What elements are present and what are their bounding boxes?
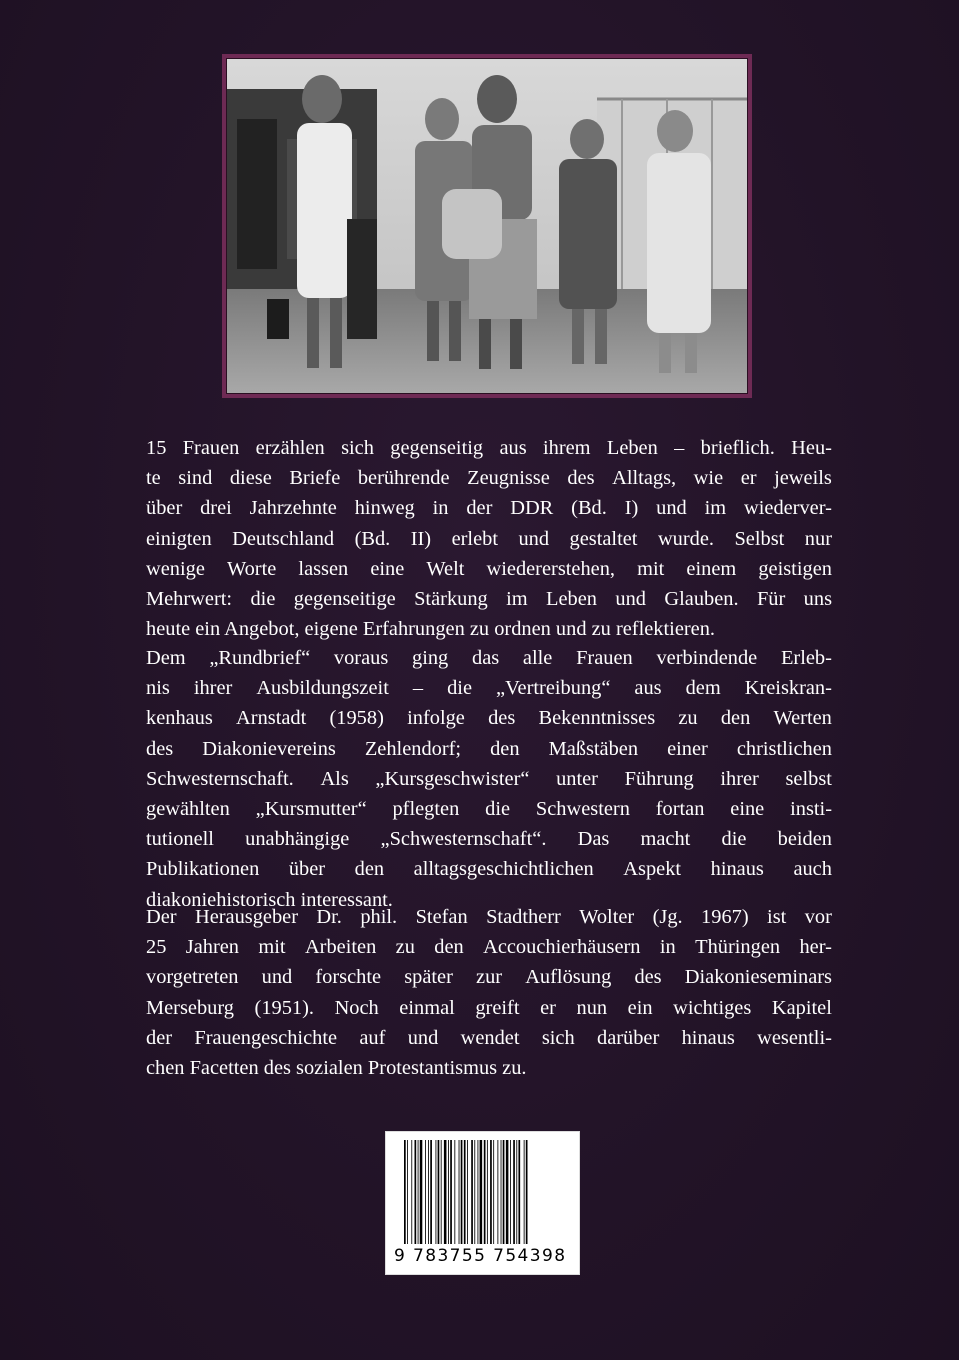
word: nur <box>804 527 832 550</box>
text-line: diakoniehistorisch interessant. <box>146 888 393 911</box>
word: her- <box>799 936 832 959</box>
word: er <box>740 467 757 490</box>
word: Erleb- <box>780 647 832 669</box>
text-line <box>146 584 832 614</box>
word: Dr. <box>316 906 342 928</box>
word: Stärkung <box>414 587 488 610</box>
barcode-bar <box>478 1140 479 1244</box>
word: hinweg <box>354 497 415 520</box>
text-line <box>146 433 832 463</box>
barcode-bar <box>428 1140 429 1244</box>
text-line <box>146 673 832 703</box>
word: den <box>490 737 520 760</box>
word: auch <box>793 858 832 881</box>
word: hinaus <box>681 1026 735 1049</box>
black-and-white-group-photo <box>227 59 747 393</box>
word: gegenseitige <box>293 587 396 610</box>
barcode-bar <box>524 1140 525 1244</box>
word: das <box>472 647 500 669</box>
text-line <box>146 554 832 584</box>
word: wesentli- <box>757 1026 832 1049</box>
barcode-bar <box>503 1140 505 1244</box>
barcode-bar <box>480 1140 483 1244</box>
word: Noch <box>334 996 379 1019</box>
word: greift <box>475 996 520 1019</box>
word: Aspekt <box>623 858 682 881</box>
barcode-bar <box>420 1140 423 1244</box>
word: im <box>506 587 528 610</box>
barcode-bar <box>506 1140 509 1244</box>
word: (1958) <box>329 707 384 730</box>
barcode-bar <box>484 1140 486 1244</box>
word: die <box>447 677 473 700</box>
word: Heu- <box>791 437 832 459</box>
word: ihrer <box>720 767 759 790</box>
barcode-bar <box>526 1140 528 1244</box>
word: Maßstäben <box>548 737 639 760</box>
ean-barcode-icon <box>402 1140 572 1244</box>
barcode-bar <box>487 1140 488 1244</box>
word: forschte <box>315 966 382 989</box>
barcode-bar <box>407 1140 408 1244</box>
word: Wolter <box>579 906 635 928</box>
word: Dem <box>146 647 186 669</box>
barcode-bar <box>467 1140 468 1244</box>
word: nis <box>146 677 170 700</box>
word: te <box>146 467 161 490</box>
barcode-bar <box>474 1140 475 1244</box>
text-line: heute ein Angebot, eigene Erfahrungen zu ordnen und zu reflektieren. <box>146 618 716 641</box>
word: (1951). <box>254 996 314 1019</box>
barcode-bar <box>501 1140 502 1244</box>
word: „Kursmutter“ <box>255 797 367 820</box>
word: er <box>540 996 556 1019</box>
word: eine <box>730 797 765 820</box>
word: Deutschland <box>232 527 335 550</box>
word: gestaltet <box>569 527 638 550</box>
barcode-bar <box>441 1140 442 1244</box>
word: voraus <box>333 647 389 669</box>
word: im <box>704 497 727 520</box>
word: und <box>615 587 646 610</box>
word: Stefan <box>415 906 468 928</box>
word: und <box>518 527 550 550</box>
text-line <box>146 524 832 554</box>
word: Werten <box>773 707 832 730</box>
word: kenhaus <box>146 707 213 730</box>
word: Publikationen <box>146 858 260 881</box>
word: 1967) <box>701 906 749 928</box>
text-line <box>146 962 832 992</box>
word: „Kursgeschwister“ <box>375 767 530 790</box>
editor-paragraph <box>146 902 832 1083</box>
word: „Rundbrief“ <box>209 647 311 669</box>
word: gewählten <box>146 797 230 820</box>
description-paragraph-1 <box>146 433 832 644</box>
word: alltagsgeschichtlichen <box>413 858 594 881</box>
word: des <box>488 707 516 730</box>
word: eine <box>370 557 405 580</box>
barcode-bar <box>454 1140 455 1244</box>
word: Der <box>146 906 177 928</box>
barcode-bar <box>459 1140 460 1244</box>
word: ging <box>412 647 449 669</box>
word: selbst <box>785 767 832 790</box>
word: uns <box>803 587 832 610</box>
word: wie <box>693 467 724 490</box>
word: Arbeiten <box>304 936 377 959</box>
word: wurde. <box>657 527 714 550</box>
word: des <box>146 737 174 760</box>
word: Stadtherr <box>486 906 561 928</box>
word: alle <box>522 647 553 669</box>
group-photo <box>226 58 748 394</box>
barcode-bar <box>513 1140 515 1244</box>
barcode-bar <box>418 1140 419 1244</box>
word: Schwesternschaft. <box>146 767 294 790</box>
word: fortan <box>655 797 705 820</box>
word: aus <box>499 437 527 459</box>
word: Welt <box>426 557 465 580</box>
word: wenige <box>146 557 205 580</box>
word: die <box>485 797 511 820</box>
word: jeweils <box>774 467 832 490</box>
barcode-bar <box>516 1140 517 1244</box>
barcode-bar <box>444 1140 447 1244</box>
word: infolge <box>407 707 465 730</box>
word: 15 <box>146 437 167 459</box>
word: des <box>634 966 662 989</box>
word: Diakonieseminars <box>684 966 832 989</box>
word: tutionell <box>146 828 214 851</box>
word: Jahren <box>185 936 239 959</box>
word: Glauben. <box>664 587 739 610</box>
word: auf <box>359 1026 386 1049</box>
word: den <box>720 707 751 730</box>
word: ihrer <box>193 677 233 700</box>
word: die <box>250 587 276 610</box>
word: Bekenntnisses <box>538 707 656 730</box>
word: Das <box>577 828 610 851</box>
text-line <box>146 734 832 764</box>
word: einmal <box>399 996 455 1019</box>
word: sich <box>341 437 374 459</box>
barcode-bar <box>415 1140 417 1244</box>
barcode-bar <box>425 1140 426 1244</box>
word: der <box>466 497 493 520</box>
word: Frauen <box>182 437 240 459</box>
word: geistigen <box>758 557 832 580</box>
word: Auflösung <box>525 966 612 989</box>
word: den <box>434 936 464 959</box>
word: darüber <box>597 1026 660 1049</box>
word: hinaus <box>710 858 764 881</box>
word: gegenseitig <box>390 437 484 459</box>
word: ein <box>627 996 653 1019</box>
word: der <box>146 1026 173 1049</box>
word: wiederver- <box>744 497 832 520</box>
description-paragraph-2 <box>146 643 832 915</box>
text-line <box>146 493 832 523</box>
barcode-bar <box>518 1140 520 1244</box>
word: in <box>432 497 449 520</box>
word: unter <box>556 767 598 790</box>
word: Alltags, <box>612 467 677 490</box>
word: einer <box>667 737 708 760</box>
word: Zeugnisse <box>467 467 550 490</box>
word: Briefe <box>289 467 341 490</box>
word: erzählen <box>255 437 325 459</box>
word: Leben <box>546 587 597 610</box>
word: Für <box>756 587 786 610</box>
word: zur <box>476 966 503 989</box>
word: christlichen <box>736 737 832 760</box>
word: aus <box>634 677 662 700</box>
word: über <box>146 497 183 520</box>
text-line <box>146 902 832 932</box>
word: Worte <box>226 557 277 580</box>
word: über <box>288 858 326 881</box>
text-line <box>146 1023 832 1053</box>
word: Kapitel <box>771 996 832 1019</box>
word: ihrem <box>542 437 591 459</box>
word: dem <box>685 677 721 700</box>
word: Thüringen <box>695 936 781 959</box>
word: macht <box>640 828 691 851</box>
word: – <box>674 437 685 459</box>
barcode-bar <box>493 1140 494 1244</box>
word: „Vertreibung“ <box>496 677 611 700</box>
barcode-bar <box>490 1140 492 1244</box>
word: in <box>659 936 676 959</box>
word: DDR <box>510 497 554 520</box>
word: lassen <box>298 557 349 580</box>
barcode-bar <box>404 1140 406 1244</box>
word: nun <box>576 996 608 1019</box>
barcode-bar <box>461 1140 463 1244</box>
word: vorgetreten <box>146 966 239 989</box>
word: Selbst <box>734 527 785 550</box>
word: pflegten <box>392 797 460 820</box>
word: insti- <box>790 797 832 820</box>
word: vor <box>804 906 832 928</box>
word: Kreiskran- <box>744 677 832 700</box>
word: (Bd. <box>571 497 607 520</box>
word: Zehlendorf; <box>364 737 462 760</box>
text-line <box>146 703 832 733</box>
word: I) <box>624 497 639 520</box>
text-line <box>146 463 832 493</box>
word: zu <box>395 936 415 959</box>
word: diese <box>229 467 272 490</box>
word: verbindende <box>656 647 758 669</box>
word: des <box>567 467 595 490</box>
barcode-bar <box>464 1140 466 1244</box>
barcode-bar <box>438 1140 440 1244</box>
text-line <box>146 794 832 824</box>
word: mit <box>258 936 286 959</box>
text-line <box>146 854 832 884</box>
word: Frauengeschichte <box>194 1026 338 1049</box>
text-line <box>146 932 832 962</box>
word: Diakonievereins <box>202 737 336 760</box>
word: sich <box>541 1026 575 1049</box>
word: II) <box>410 527 432 550</box>
barcode-digits: 9 783755 754398 <box>394 1246 567 1266</box>
word: ist <box>767 906 787 928</box>
word: wendet <box>460 1026 520 1049</box>
photo-frame <box>222 54 752 398</box>
word: unabhängige <box>245 828 350 851</box>
word: Schwestern <box>535 797 630 820</box>
word: (Bd. <box>354 527 391 550</box>
word: erlebt <box>451 527 498 550</box>
barcode-bar <box>430 1140 432 1244</box>
word: brieflich. <box>700 437 775 459</box>
word: Herausgeber <box>194 906 299 928</box>
word: Merseburg <box>146 996 234 1019</box>
barcode-bar <box>448 1140 449 1244</box>
word: wichtiges <box>673 996 752 1019</box>
word: drei <box>200 497 232 520</box>
word: zu <box>678 707 698 730</box>
word: Jahrzehnte <box>249 497 337 520</box>
barcode-bar <box>411 1140 412 1244</box>
word: wiedererstehen, <box>486 557 616 580</box>
word: einigten <box>146 527 212 550</box>
word: später <box>404 966 453 989</box>
word: (Jg. <box>652 906 683 928</box>
word: beiden <box>777 828 832 851</box>
barcode-bar <box>450 1140 452 1244</box>
word: sind <box>178 467 213 490</box>
text-line: chen Facetten des sozialen Protestantismus zu. <box>146 1056 527 1079</box>
word: einem <box>686 557 737 580</box>
word: Ausbildungszeit <box>256 677 389 700</box>
text-line <box>146 643 832 673</box>
word: 25 <box>146 936 167 959</box>
isbn-barcode <box>385 1131 580 1275</box>
word: phil. <box>360 906 398 928</box>
text-line <box>146 764 832 794</box>
word: Führung <box>624 767 694 790</box>
barcode-bar <box>510 1140 511 1244</box>
word: die <box>721 828 747 851</box>
text-line <box>146 824 832 854</box>
word: berührende <box>357 467 450 490</box>
word: und <box>407 1026 439 1049</box>
word: Accouchierhäusern <box>483 936 641 959</box>
barcode-bar <box>436 1140 437 1244</box>
word: den <box>354 858 385 881</box>
word: Leben <box>606 437 658 459</box>
word: Arnstadt <box>236 707 307 730</box>
word: mit <box>637 557 665 580</box>
word: „Schwesternschaft“. <box>380 828 547 851</box>
word: Frauen <box>576 647 633 669</box>
barcode-bar <box>471 1140 473 1244</box>
word: und <box>261 966 293 989</box>
barcode-bar <box>497 1140 498 1244</box>
text-line <box>146 993 832 1023</box>
word: – <box>412 677 424 700</box>
word: Mehrwert: <box>146 587 233 610</box>
word: und <box>656 497 687 520</box>
word: Als <box>320 767 349 790</box>
